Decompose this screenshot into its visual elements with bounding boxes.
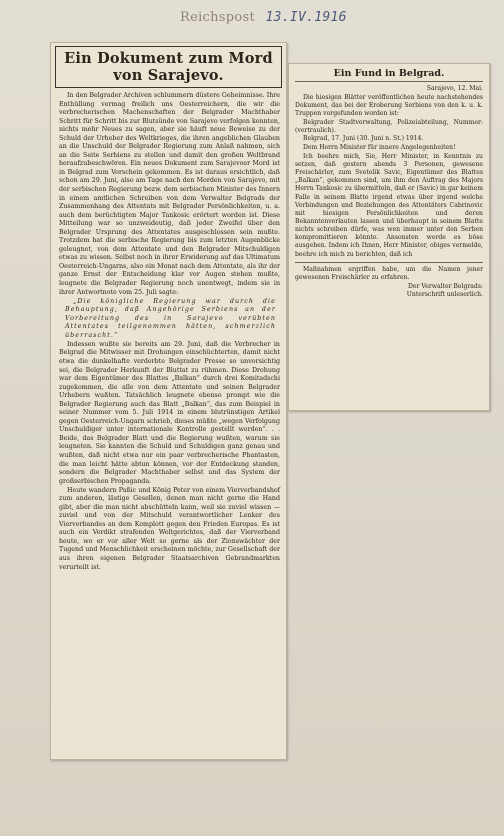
right-article-title: Ein Fund in Belgrad.	[295, 64, 483, 82]
article-title-line1: Ein Dokument zum Mord	[64, 50, 273, 67]
salutation: Dem Herrn Minister für innere Angelegenheiten!	[303, 144, 456, 152]
newspaper-name: Reichspost	[180, 10, 256, 25]
paragraph-quote: „Die königliche Regierung war durch die Behauptung, daß Angehörige Serbiens an der Vorbereitung des in Sarajevo verübten Attentates teilgenommen hätten, schmerzlich überrascht.“	[65, 297, 276, 339]
article-body	[51, 88, 286, 572]
newspaper-stamp	[180, 10, 347, 25]
authority: Belgrader Stadtverwaltung, Polizeiabteilung, Nummer: (vertraulich).	[295, 118, 483, 134]
handwritten-date: 13.IV.1916	[265, 10, 347, 25]
paragraph-3: Heute wandern Paßic und König Peter von einem Vierverbandshof zum anderen, lästige Gesellen, denen man nicht gerne die Hand gibt, aber die man nicht abschütteln kann, weil sie zuviel wissen — zuviel und von der Mitschuld verantwortlicher Lenker des Vierverbandes an dem Komplott gegen den Frieden Europas. Es ist auch ein Verdikt strafenden Weltgerichtes, daß der Vierverband heute, wo er vor aller Welt so gerne als der Zionswächter der Tugend und Menschlichkeit erscheinen möchte, zur Gesellschaft der aus ihren eigenen Belgrader Staatsarchiven Gebrandmarkten verurteilt ist.	[59, 486, 280, 571]
divider	[295, 262, 483, 263]
letter-date: Belgrad, 17. Juni (30. Juni n. St.) 1914.	[303, 135, 424, 143]
left-clipping	[50, 42, 287, 760]
dateline: Sarajevo, 12. Mai.	[426, 85, 483, 92]
right-clipping	[288, 63, 490, 411]
paragraph-2: Indessen wußte sie bereits am 29. Juni, daß die Verbrecher in Belgrad die Mitwisser mit Drohungen einschüchterten, damit nicht etwa die dunkelhafte verderbte Belgrader Presse so unvorsichtig sei, die Belgrader Herkunft der Bluttat zu rühmen. Diese Drohung war dem Eigentümer des Blattes „Balkan“ durch drei Komitadschi zugekommen, die alle von dem Attentate und seinen Belgrader Urhebern wußten. Tatsächlich leugnete ebenso prompt wie die Belgrader Regierung auch das Blatt „Balkan“, das zum Beispiel in seiner Nummer vom 5. Juli 1914 in einem blutrünstigen Artikel gegen Oesterreich-Ungarn schrieb, dieses müßte „wegen Verfolgung Unschuldiger unter internationale Kontrolle gestellt werden“. . . Beide, das Belgrader Blatt und die Regierung wußten, warum sie leugneten. Sie kannten die Schuld und Schuldigen ganz genau und wußten, daß nicht etwa nur ein paar verbrecherische Phantasten, die man leicht hätte abtun können, vor der Entdeckung standen, sondern die Belgrader Machthaber selbst und das System der großserbischen Propaganda.	[59, 340, 280, 485]
intro: Die hiesigen Blätter veröffentlichen heute nachstehendes Dokument, das bei der Eroberung Serbiens von den k. u. k. Truppen vorgefunden worden ist:	[295, 93, 483, 117]
closing: Maßnahmen ergriffen habe, um die Namen jener gewesenen Freischärler zu erfahren.	[295, 265, 483, 281]
signature-line-2: Unterschrift unleserlich.	[406, 291, 483, 299]
signature-line-1: Der Verwalter Belgrads:	[408, 282, 483, 290]
article-title-line2: von Sarajevo.	[113, 67, 224, 84]
article-title	[55, 46, 282, 88]
letter-body: Ich beehre mich, Sie, Herr Minister, in Kenntnis zu setzen, daß gestern abends 3 Personen, gewesene Freischärler, zum Svetolik Savic, Eigentümer des Blattes „Balkan“, gekommen sind, um ihm den Auftrag des Majors Herrn Tankosic zu übermitteln, daß er (Savic) in gar keinem Falle in seinem Blatte irgend etwas über irgend welche Verbindungen und Beziehungen des Attentäters Cabrinovic mit hiesigen Persönlichkeiten und deren Bekanntenverlauten lassen und überhaupt in seinem Blatte nichts schreiben dürfe, was wen immer unter den Serben kompromittieren könnte. Ansonsten werde es böse ausgehen. Indem ich Ihnen, Herr Minister, obiges vermelde, beehre ich mich zu berichten, daß ich	[295, 152, 483, 258]
paragraph-1: In den Belgrader Archiven schlummern düstere Geheimnisse. Ihre Enthüllung vermag freilich uns Oesterreichern, die wir die verbrecherischen Machenschaften der Belgrader Machthaber Schritt für Schritt bis zur Blutsünde von Sarajevo verfolgen konnten, nichts mehr Neues zu sagen, aber sie häuft neue Beweise zu der Schuld der Urheber des Weltkrieges, die ihren angeblichen Glauben an die Unschuld der Belgrader Regierung zum Anlaß nahmen, sich an die Seite Serbiens zu stellen und damit den großen Weltbrand heraufzubeschwören. Ein neues Dokument zum Sarajevoer Mord ist in Belgrad zum Vorschein gekommen. Es ist daraus ersichtlich, daß schon am 29. Juni, also am Tage nach den Morden von Sarajevo, mit der serbischen Regierung bezw. dem serbischen Minister des Innern in einem amtlichen Schreiben von dem Verwalter Belgrads der Zusammenhang des Attentats mit Belgrader Persönlichkeiten, u. a. auch dem berüchtigten Major Tankosic erörtert worden ist. Diese Mitteilung war so unzweideutig, daß jeder Zweifel über den Belgrader Ursprung des Attentates ausgeschlossen sein mußte. Trotzdem hat die serbische Regierung bis zum letzten Augenblicke geleugnet, von dem Attentate und den Belgrader Mitschuldigen etwas zu wissen. Selbst noch in ihrer Erwiderung auf das Ultimatum Oesterreich-Ungarns, also ein Monat nach dem Attentate, als ihr der ganze Ernst der Entscheidung klar vor Augen stehen mußte, leugnete die Belgrader Regierung noch unentwegt, indem sie in ihrer Antwortnote vom 25. Juli sagte:	[59, 92, 280, 296]
right-article-body	[289, 82, 489, 299]
